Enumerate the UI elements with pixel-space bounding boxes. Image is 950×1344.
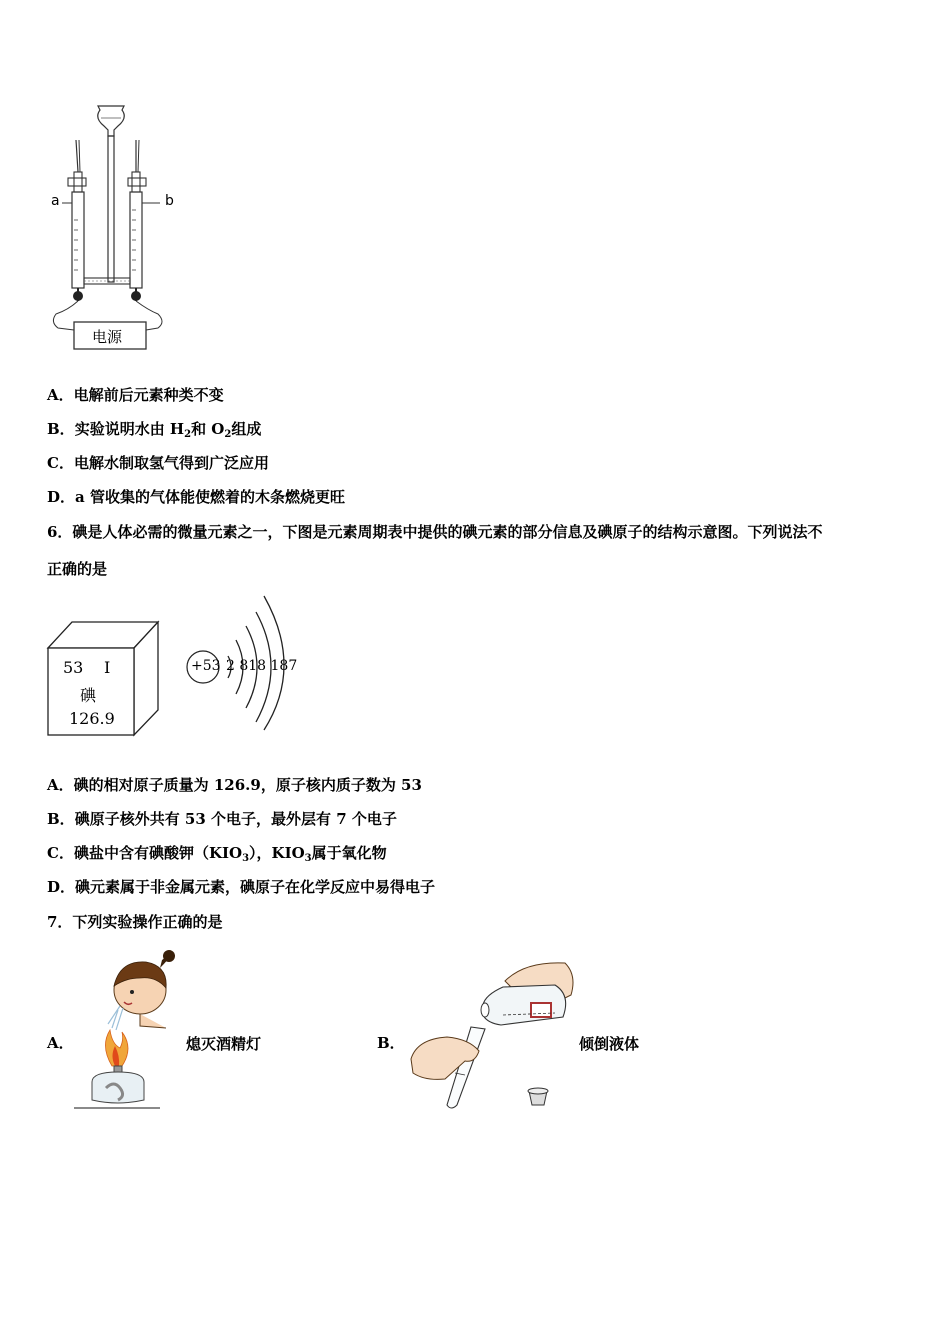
iodine-atom-structure [184, 592, 306, 732]
element-atomic-mass: 126.9 [69, 709, 115, 728]
q5-option-b-text-pre: 实验说明水由 H [74, 420, 185, 438]
q5-option-d-text: a 管收集的气体能使燃着的木条燃烧更旺 [75, 488, 345, 506]
q5-option-a-text: 电解前后元素种类不变 [73, 386, 224, 404]
electrolysis-apparatus-drawing [48, 100, 178, 355]
q6-option-d [47, 877, 435, 897]
q5-option-d-prefix: D． [47, 488, 76, 506]
q6-option-b-prefix: B． [47, 810, 75, 828]
q5-option-d [47, 487, 345, 507]
q6-option-c-text-pre: 碘盐中含有碘酸钾（KIO [73, 844, 243, 862]
q5-option-b-text-mid: 和 O [191, 420, 225, 438]
blow-lamp-drawing [70, 948, 185, 1113]
q6-option-c-sub1: 3 [242, 853, 250, 864]
q7-option-b-prefix: B． [377, 1034, 405, 1052]
q7-option-a-prefix: A． [47, 1034, 74, 1052]
q6-option-b [47, 809, 397, 829]
q7-stem: 7．下列实验操作正确的是 [47, 913, 223, 931]
element-atomic-number: 53 [63, 658, 84, 677]
element-name: 碘 [80, 686, 97, 705]
electrolysis-apparatus-figure [48, 100, 178, 355]
q6-option-d-prefix: D． [47, 878, 76, 896]
q5-option-b-sub1: 2 [184, 429, 192, 440]
pour-liquid-illustration [405, 955, 580, 1115]
q7-option-b-caption: 倾倒液体 [579, 1035, 640, 1053]
q5-option-c-prefix: C． [47, 454, 74, 472]
q5-option-c [47, 453, 269, 473]
q6-option-a [47, 775, 422, 795]
q6-option-d-text: 碘元素属于非金属元素，碘原子在化学反应中易得电子 [75, 878, 436, 896]
pour-liquid-drawing [405, 955, 580, 1115]
tube-a-label: a [51, 193, 60, 209]
q5-option-a [47, 385, 224, 405]
q7-option-a-caption: 熄灭酒精灯 [186, 1035, 262, 1053]
q5-option-a-prefix: A． [47, 386, 74, 404]
q6-option-c-text-post: 属于氧化物 [311, 844, 387, 862]
q6-option-b-text: 碘原子核外共有 53 个电子，最外层有 7 个电子 [74, 810, 397, 828]
q6-option-c-text-mid: ），KIO [249, 844, 305, 862]
atom-nucleus-charge: +53 [191, 658, 221, 674]
element-symbol: I [104, 658, 111, 677]
q6-option-c-prefix: C． [47, 844, 74, 862]
q6-stem-line2: 正确的是 [47, 560, 108, 578]
q5-option-b-sub2: 2 [224, 429, 232, 440]
q5-option-b-text-post: 组成 [231, 420, 262, 438]
q6-option-a-text: 碘的相对原子质量为 126.9，原子核内质子数为 53 [73, 776, 422, 794]
blow-out-alcohol-lamp-illustration [70, 948, 185, 1113]
q5-option-b [47, 419, 261, 445]
power-source-label: 电源 [92, 328, 123, 346]
q5-option-b-prefix: B． [47, 420, 75, 438]
element-card-iodine [46, 620, 162, 738]
q5-option-c-text: 电解水制取氢气得到广泛应用 [73, 454, 269, 472]
q6-option-a-prefix: A． [47, 776, 74, 794]
q6-stem-line1: 6．碘是人体必需的微量元素之一，下图是元素周期表中提供的碘元素的部分信息及碘原子的结构示意图。下列说法不 [47, 523, 823, 541]
q6-option-c [47, 843, 387, 869]
atom-shell-electrons: 2 818 187 [226, 658, 298, 674]
tube-b-label: b [165, 193, 174, 209]
q6-option-c-sub2: 3 [304, 853, 312, 864]
